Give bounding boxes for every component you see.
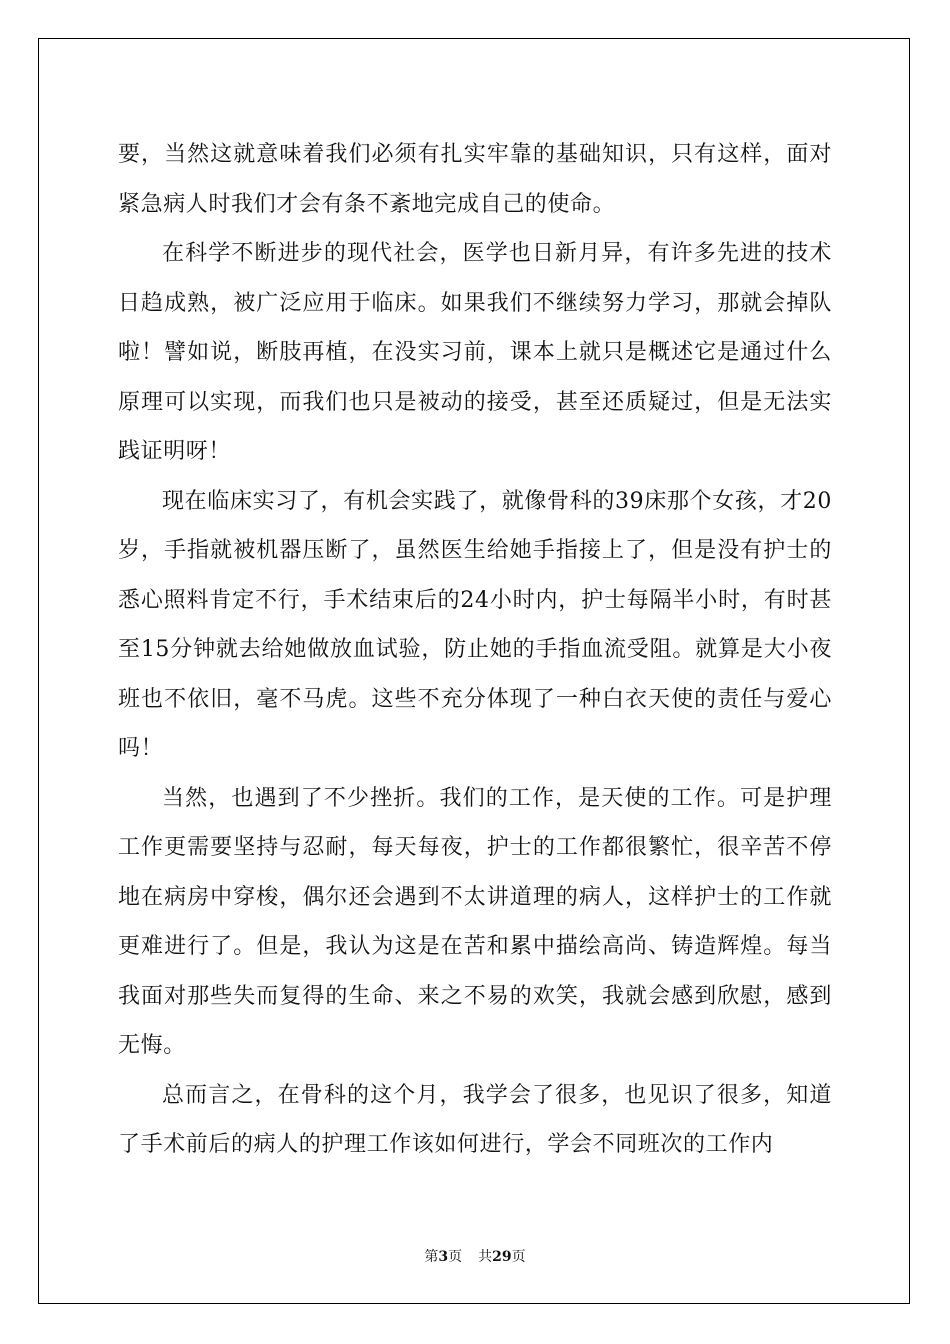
document-body [118, 130, 832, 1170]
paragraph: 在科学不断进步的现代社会，医学也日新月异，有许多先进的技术日趋成熟，被广泛应用于临床。如果我们不继续努力学习，那就会掉队啦！譬如说，断肢再植，在没实习前，课本上就只是概述它是通过什么原理可以实现，而我们也只是被动的接受，甚至还质疑过，但是无法实践证明呀！ [118, 241, 832, 464]
page-footer [0, 1246, 950, 1266]
page-total: 29 [492, 1249, 512, 1265]
paragraph: 当然，也遇到了不少挫折。我们的工作，是天使的工作。可是护理工作更需要坚持与忍耐，每天每夜，护士的工作都很繁忙，很辛苦不停地在病房中穿梭，偶尔还会遇到不太讲道理的病人，这样护士的工作就更难进行了。但是，我认为这是在苦和累中描绘高尚、铸造辉煌。每当我面对那些失而复得的生命、来之不易的欢笑，我就会感到欣慰，感到无悔。 [118, 785, 832, 1058]
page-total-prefix: 共 [478, 1249, 493, 1265]
paragraph: 现在临床实习了，有机会实践了，就像骨科的39床那个女孩，才20岁，手指就被机器压断了，虽然医生给她手指接上了，但是没有护士的悉心照料肯定不行，手术结束后的24小时内，护士每隔半小时，有时甚至15分钟就去给她做放血试验，防止她的手指血流受阻。就算是大小夜班也不依旧，毫不马虎。这些不充分体现了一种白衣天使的责任与爱心吗！ [118, 488, 832, 761]
page-number-suffix: 页 [448, 1249, 463, 1265]
page-number-prefix: 第 [424, 1249, 439, 1265]
page-number-current: 3 [438, 1249, 449, 1265]
page-total-suffix: 页 [511, 1249, 526, 1265]
paragraph: 总而言之，在骨科的这个月，我学会了很多，也见识了很多，知道了手术前后的病人的护理工作该如何进行，学会不同班次的工作内 [118, 1082, 832, 1157]
paragraph-continuation: 要，当然这就意味着我们必须有扎实牢靠的基础知识，只有这样，面对紧急病人时我们才会有条不紊地完成自己的使命。 [118, 142, 832, 217]
